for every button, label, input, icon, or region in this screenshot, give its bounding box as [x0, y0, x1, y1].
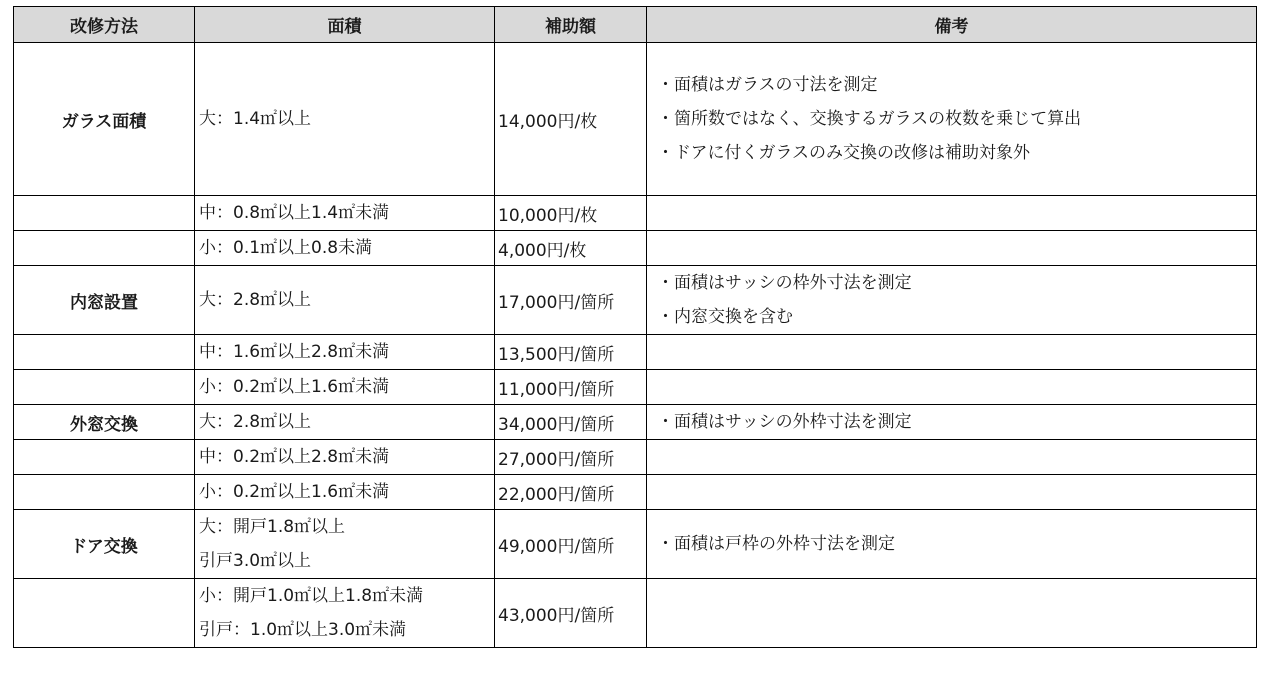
area-text: 中：0.2㎡以上2.8㎡未満: [199, 447, 390, 467]
table-row: [14, 266, 1257, 335]
amount-cell: 34,000円/箇所: [495, 405, 647, 440]
table-row: [14, 475, 1257, 510]
header-area: 面積: [195, 7, 495, 43]
area-text: 中：0.8㎡以上1.4㎡未満: [199, 203, 390, 223]
method-cell: [14, 475, 195, 510]
table-body: [14, 43, 1257, 648]
method-cell: [14, 370, 195, 405]
area-cell: [195, 440, 495, 475]
area-text: 小：0.1㎡以上0.8未満: [199, 238, 373, 258]
area-text: 大：開戸1.8㎡以上: [199, 517, 346, 537]
amount-cell: 27,000円/箇所: [495, 440, 647, 475]
table-row: [14, 335, 1257, 370]
amount-cell: 43,000円/箇所: [495, 579, 647, 648]
notes-cell: [647, 475, 1257, 510]
notes-cell: [647, 370, 1257, 405]
notes-cell: [647, 266, 1257, 335]
method-cell: [14, 335, 195, 370]
notes-cell: [647, 579, 1257, 648]
method-cell: [14, 440, 195, 475]
note-text: ・面積はサッシの枠外寸法を測定: [657, 273, 912, 293]
method-cell: ガラス面積: [14, 43, 195, 196]
header-row: [14, 7, 1257, 43]
area-cell: [195, 510, 495, 579]
notes-cell: [647, 335, 1257, 370]
table-row: [14, 196, 1257, 231]
amount-cell: 4,000円/枚: [495, 231, 647, 266]
note-text: ・面積はガラスの寸法を測定: [657, 75, 878, 95]
header-method: 改修方法: [14, 7, 195, 43]
amount-cell: 11,000円/箇所: [495, 370, 647, 405]
amount-cell: 49,000円/箇所: [495, 510, 647, 579]
area-text: 大：2.8㎡以上: [199, 290, 312, 310]
area-cell: [195, 579, 495, 648]
area-cell: [195, 335, 495, 370]
note-text: ・面積はサッシの外枠寸法を測定: [657, 412, 912, 432]
amount-cell: 10,000円/枚: [495, 196, 647, 231]
note-text: ・面積は戸枠の外枠寸法を測定: [657, 534, 895, 554]
note-text: ・内窓交換を含む: [657, 307, 793, 327]
table-row: [14, 440, 1257, 475]
notes-cell: [647, 43, 1257, 196]
table-row: [14, 405, 1257, 440]
area-cell: [195, 405, 495, 440]
area-cell: [195, 266, 495, 335]
method-cell: ドア交換: [14, 510, 195, 579]
area-text: 大：1.4㎡以上: [199, 109, 312, 129]
subsidy-table-container: [13, 6, 1256, 648]
area-cell: [195, 475, 495, 510]
area-text: 引戸：1.0㎡以上3.0㎡未満: [199, 620, 407, 640]
table-row: [14, 231, 1257, 266]
notes-cell: [647, 440, 1257, 475]
table-row: [14, 510, 1257, 579]
method-cell: [14, 579, 195, 648]
area-text: 小：0.2㎡以上1.6㎡未満: [199, 482, 390, 502]
area-cell: [195, 231, 495, 266]
notes-cell: [647, 510, 1257, 579]
header-notes: 備考: [647, 7, 1257, 43]
table-row: [14, 579, 1257, 648]
method-cell: [14, 231, 195, 266]
area-text: 小：開戸1.0㎡以上1.8㎡未満: [199, 586, 424, 606]
area-text: 中：1.6㎡以上2.8㎡未満: [199, 342, 390, 362]
amount-cell: 22,000円/箇所: [495, 475, 647, 510]
notes-cell: [647, 231, 1257, 266]
area-cell: [195, 43, 495, 196]
subsidy-table: [13, 6, 1257, 648]
note-text: ・箇所数ではなく、交換するガラスの枚数を乗じて算出: [657, 109, 1082, 129]
method-cell: 内窓設置: [14, 266, 195, 335]
table-row: [14, 370, 1257, 405]
header-amount: 補助額: [495, 7, 647, 43]
table-row: [14, 43, 1257, 196]
amount-cell: 17,000円/箇所: [495, 266, 647, 335]
notes-cell: [647, 196, 1257, 231]
area-cell: [195, 370, 495, 405]
area-text: 小：0.2㎡以上1.6㎡未満: [199, 377, 390, 397]
notes-cell: [647, 405, 1257, 440]
note-text: ・ドアに付くガラスのみ交換の改修は補助対象外: [657, 143, 1030, 163]
method-cell: [14, 196, 195, 231]
area-cell: [195, 196, 495, 231]
amount-cell: 14,000円/枚: [495, 43, 647, 196]
area-text: 大：2.8㎡以上: [199, 412, 312, 432]
amount-cell: 13,500円/箇所: [495, 335, 647, 370]
method-cell: 外窓交換: [14, 405, 195, 440]
area-text: 引戸3.0㎡以上: [199, 551, 312, 571]
